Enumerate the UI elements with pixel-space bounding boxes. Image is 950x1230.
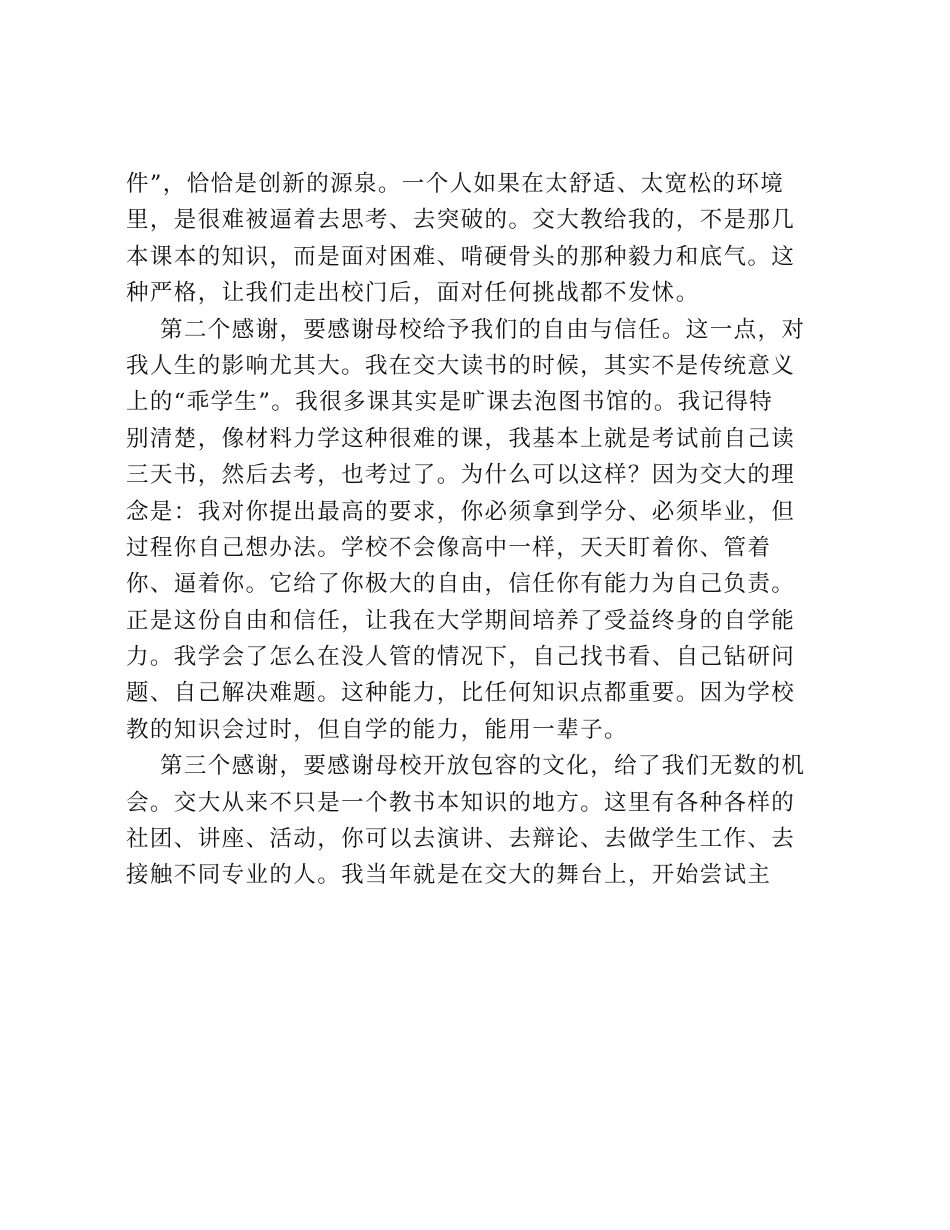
text-line: 教的知识会过时，但自学的能力，能用一辈子。 xyxy=(126,716,628,743)
text-line: 三天书，然后去考，也考过了。为什么可以这样？因为交大的理 xyxy=(126,462,796,489)
text-line: 题、自己解决难题。这种能力，比任何知识点都重要。因为学校 xyxy=(126,680,796,707)
text-line: 过程你自己想办法。学校不会像高中一样，天天盯着你、管着 xyxy=(126,534,772,561)
text-line: 接触不同专业的人。我当年就是在交大的舞台上，开始尝试主 xyxy=(126,862,772,889)
text-line: 正是这份自由和信任，让我在大学期间培养了受益终身的自学能 xyxy=(126,607,796,634)
text-line: 里，是很难被逼着去思考、去突破的。交大教给我的，不是那几 xyxy=(126,207,796,234)
text-line: 件”，恰恰是创新的源泉。一个人如果在太舒适、太宽松的环境 xyxy=(126,171,785,197)
paragraph-start-line: 第三个感谢，要感谢母校开放包容的文化，给了我们无数的机 xyxy=(160,753,806,780)
text-line: 念是：我对你提出最高的要求，你必须拿到学分、必须毕业，但 xyxy=(126,498,796,525)
text-line: 社团、讲座、活动，你可以去演讲、去辩论、去做学生工作、去 xyxy=(126,826,796,853)
text-line: 你、逼着你。它给了你极大的自由，信任你有能力为自己负责。 xyxy=(126,571,796,598)
paragraph-start-line: 第二个感谢，要感谢母校给予我们的自由与信任。这一点，对 xyxy=(160,316,806,343)
text-line: 力。我学会了怎么在没人管的情况下，自己找书看、自己钻研问 xyxy=(126,644,796,671)
text-line: 种严格，让我们走出校门后，面对任何挑战都不发怵。 xyxy=(126,280,700,307)
text-line: 上的“乖学生”。我很多课其实是旷课去泡图书馆的。我记得特 xyxy=(126,389,774,416)
body-text xyxy=(126,166,846,894)
text-line: 本课本的知识，而是面对困难、啃硬骨头的那种毅力和底气。这 xyxy=(126,243,796,270)
text-line: 会。交大从来不只是一个教书本知识的地方。这里有各种各样的 xyxy=(126,789,796,816)
text-line: 我人生的影响尤其大。我在交大读书的时候，其实不是传统意义 xyxy=(126,352,796,379)
text-line: 别清楚，像材料力学这种很难的课，我基本上就是考试前自己读 xyxy=(126,425,796,452)
